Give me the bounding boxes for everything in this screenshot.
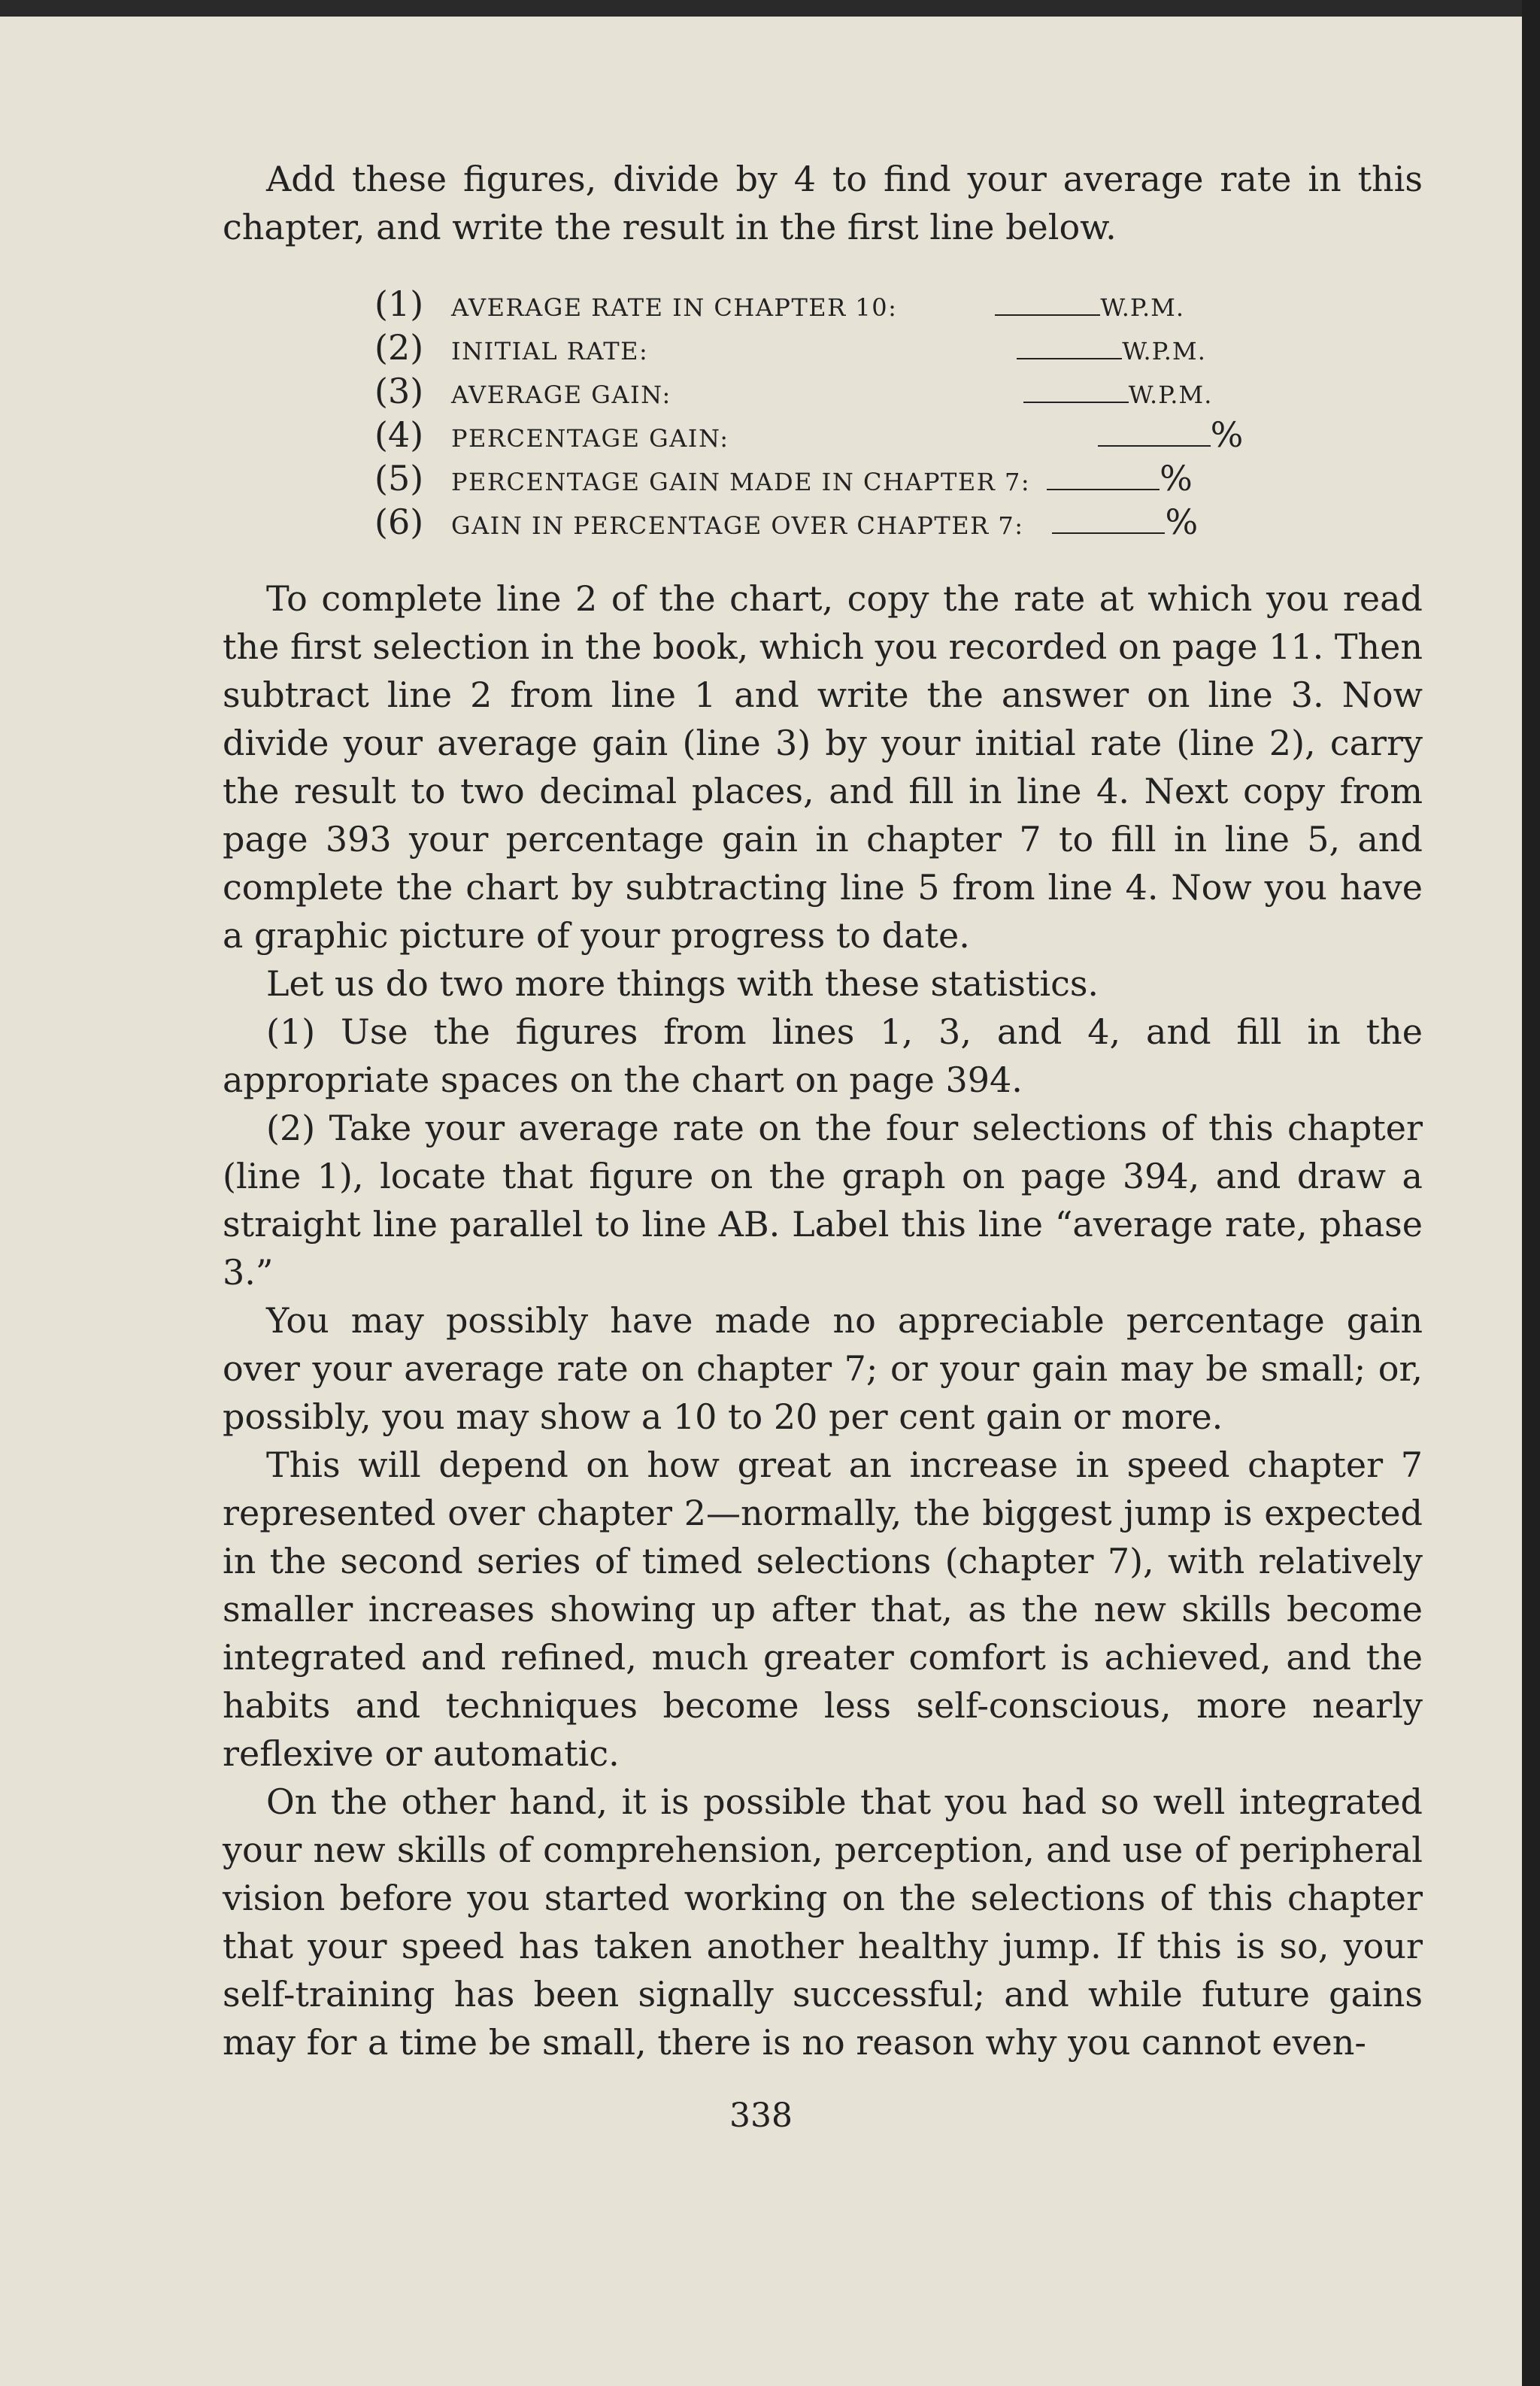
body-paragraph: Let us do two more things with these statistics.: [266, 963, 1099, 1004]
answer-blank[interactable]: [1098, 418, 1211, 447]
chart-row-label: AVERAGE RATE IN CHAPTER 10:: [451, 293, 898, 322]
unit-label: W.P.M.: [1128, 380, 1213, 409]
chart-row-entry: [1047, 454, 1193, 502]
body-paragraph: You may possibly have made no appreciable percentage gain over your average rate on chapter 7; or your gain may be small; or, possibly, you may show a 10 to 20 per cent gain or more.: [223, 1300, 1423, 1437]
progress-chart: [223, 280, 1423, 541]
body-paragraph: On the other hand, it is possible that you had so well integrated your new skills of comprehension, perception, and use of peripheral vision before you started working on the selections of this chapter that your speed has taken another healthy jump. If this is so, your self-training has been signally successful; and while future gains may for a time be small, there is no reason why you cannot even-: [223, 1781, 1423, 2063]
answer-blank[interactable]: [1017, 331, 1122, 359]
chart-row-entry: [1098, 411, 1244, 459]
percent-sign: %: [1160, 458, 1193, 499]
scan-top-border: [0, 0, 1522, 17]
unit-label: W.P.M.: [1100, 293, 1185, 322]
percent-sign: %: [1165, 502, 1199, 542]
unit-label: W.P.M.: [1122, 337, 1206, 365]
answer-blank[interactable]: [1023, 374, 1129, 403]
percent-sign: %: [1210, 414, 1244, 455]
chart-row-label: GAIN IN PERCENTAGE OVER CHAPTER 7:: [451, 511, 1024, 540]
chart-row-number: (1): [374, 283, 424, 324]
scan-right-border: [1522, 0, 1540, 2386]
page-body: [223, 155, 1423, 2066]
body-paragraph: (1) Use the figures from lines 1, 3, and 4, and fill in the appropriate spaces on the chart on page 394.: [223, 1011, 1423, 1100]
chart-row: [374, 367, 1423, 411]
chart-row: [374, 498, 1423, 541]
chart-row-number: (2): [374, 327, 424, 368]
chart-row-label: PERCENTAGE GAIN:: [451, 424, 729, 453]
chart-row: [374, 411, 1423, 454]
chart-row-entry: [1052, 498, 1198, 546]
answer-blank[interactable]: [1052, 505, 1165, 534]
answer-blank[interactable]: [1047, 462, 1160, 490]
chart-row: [374, 454, 1423, 498]
chart-row-label: AVERAGE GAIN:: [451, 380, 671, 409]
chart-row-number: (6): [374, 502, 424, 542]
answer-blank[interactable]: [995, 287, 1100, 316]
chart-row: [374, 323, 1423, 367]
chart-row-label: INITIAL RATE:: [451, 337, 649, 365]
chart-row-number: (5): [374, 458, 424, 499]
body-paragraph: To complete line 2 of the chart, copy the rate at which you read the first selection in the book, which you recorded on page 11. Then subtract line 2 from line 1 and write the answer on line 3. Now divide your average gain (line 3) by your initial rate (line 2), carry the result to two decimal places, and fill in line 4. Next copy from page 393 your percentage gain in chapter 7 to fill in line 5, and complete the chart by subtracting line 5 from line 4. Now you have a graphic picture of your progress to date.: [223, 578, 1423, 956]
body-paragraph: (2) Take your average rate on the four selections of this chapter (line 1), locate that figure on the graph on page 394, and draw a straight line parallel to line AB. Label this line “average rate, phase 3.”: [223, 1108, 1423, 1293]
chart-row-number: (3): [374, 371, 424, 411]
intro-paragraph: Add these figures, divide by 4 to find your average rate in this chapter, and write the result in the first line below.: [223, 159, 1423, 247]
chart-row-label: PERCENTAGE GAIN MADE IN CHAPTER 7:: [451, 468, 1031, 496]
chart-row-number: (4): [374, 414, 424, 455]
page-number: 338: [729, 2096, 793, 2135]
body-paragraph: This will depend on how great an increase in speed chapter 7 represented over chapter 2—normally, the biggest jump is expected in the second series of timed selections (chapter 7), with relatively smaller increases showing up after that, as the new skills become integrated and refined, much greater comfort is achieved, and the habits and techniques become less self-conscious, more nearly reflexive or automatic.: [223, 1445, 1423, 1774]
chart-row: [374, 280, 1423, 323]
